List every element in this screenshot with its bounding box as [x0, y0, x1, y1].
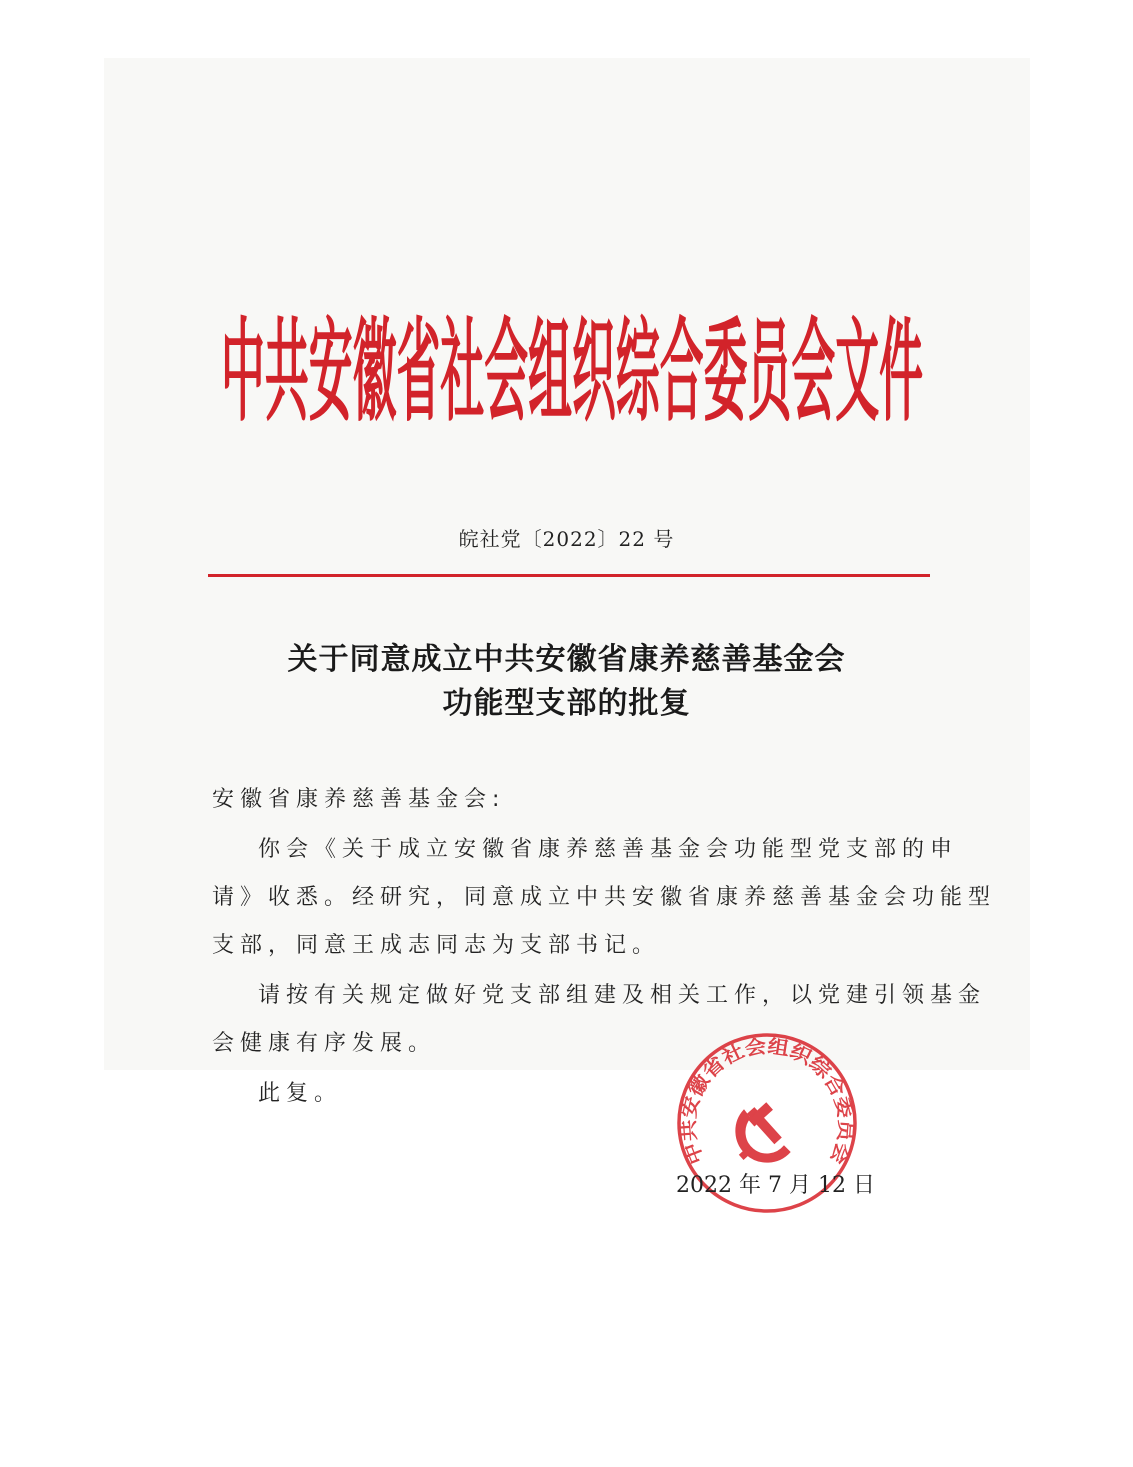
document-title-line-1: 关于同意成立中共安徽省康养慈善基金会: [287, 642, 846, 677]
salutation: 安徽省康养慈善基金会:: [212, 787, 506, 812]
document-header-title: [216, 292, 928, 432]
document-date: 2022 年 7 月 12 日: [676, 1173, 875, 1198]
closing-text: 此复。: [258, 1081, 343, 1106]
paragraph-2-line-1: 请按有关规定做好党支部组建及相关工作，以党建引领基金: [258, 983, 987, 1008]
paragraph-1-line-1: 你会《关于成立安徽省康养慈善基金会功能型党支部的申: [258, 837, 959, 862]
paragraph-2-line-2: 会健康有序发展。: [212, 1031, 437, 1056]
document-title-line-2: 功能型支部的批复: [442, 686, 691, 721]
red-divider-line: [208, 574, 930, 577]
hammer-sickle-icon: [736, 1103, 790, 1162]
document-page: [104, 58, 1030, 1070]
header-title-text: 中共安徽省社会组织综合委员会文件: [221, 307, 923, 432]
document-number: 皖社党〔2022〕22 号: [458, 527, 675, 551]
seal-text: 中共安徽省社会组织综合委员会: [677, 1035, 857, 1168]
svg-text:中共安徽省社会组织综合委员会: [676, 1034, 856, 1167]
paragraph-1-line-2: 请》收悉。经研究，同意成立中共安徽省康养慈善基金会功能型: [212, 885, 997, 910]
paragraph-1-line-3: 支部，同意王成志同志为支部书记。: [212, 933, 661, 958]
